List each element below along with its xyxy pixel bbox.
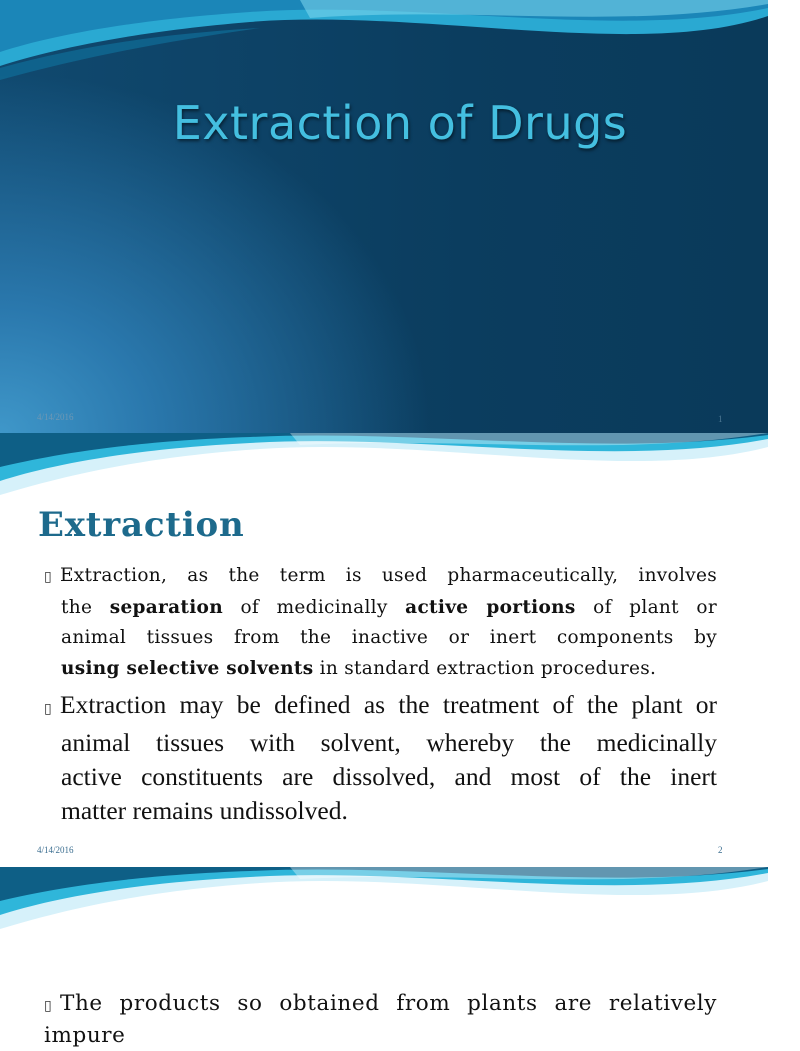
slide-number: 1 xyxy=(718,414,723,424)
header-wave-graphic xyxy=(0,0,768,90)
paragraph-definition-1 xyxy=(44,561,717,684)
header-wave-graphic xyxy=(0,433,768,503)
para-text: animal tissues from the inactive or inert components by xyxy=(61,627,717,648)
paragraph-products xyxy=(44,989,717,1051)
title-slide xyxy=(0,0,768,433)
slide-heading: Extraction xyxy=(38,505,245,545)
slide-number: 2 xyxy=(718,845,723,855)
para-text: in standard extraction procedures. xyxy=(313,657,657,679)
content-slide-partial xyxy=(0,867,768,1048)
emphasis-selective-solvents: using selective solvents xyxy=(61,657,314,679)
footer-date: 4/14/2016 xyxy=(37,845,74,855)
para-text: matter remains undissolved. xyxy=(61,796,348,825)
header-wave-graphic xyxy=(0,867,768,937)
para-text: animal tissues with solvent, whereby the medicinally xyxy=(61,728,717,757)
bullet-icon: ▯ xyxy=(44,701,52,717)
emphasis-separation: separation xyxy=(109,596,223,618)
emphasis-active-portions: active portions xyxy=(405,596,576,618)
bullet-icon: ▯ xyxy=(44,569,53,585)
para-text: the xyxy=(61,596,110,618)
para-text: of medicinally xyxy=(222,596,406,618)
para-text: Extraction, as the term is used pharmaceutically, involves xyxy=(60,565,717,586)
paragraph-definition-2 xyxy=(44,688,717,828)
para-text: active constituents are dissolved, and most of the inert xyxy=(61,762,717,791)
content-slide-extraction xyxy=(0,433,768,867)
slide-title: Extraction of Drugs xyxy=(172,96,628,150)
bullet-icon: ▯ xyxy=(44,998,53,1014)
footer-date: 4/14/2016 xyxy=(37,412,74,422)
para-text: The products so obtained from plants are relatively impure xyxy=(44,991,717,1048)
para-text: Extraction may be defined as the treatment of the plant or xyxy=(60,690,717,719)
para-text: of plant or xyxy=(575,596,717,618)
